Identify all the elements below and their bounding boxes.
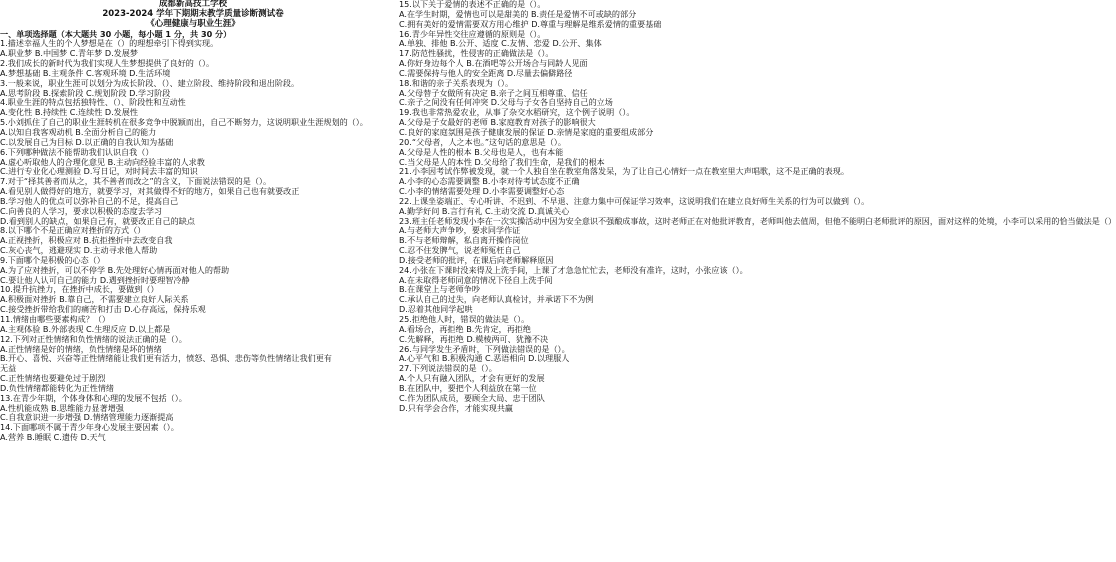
text-line: D.只有学会合作，才能实现共赢 xyxy=(399,402,514,413)
text-line: C.正性情绪也要避免过于剧烈 xyxy=(0,373,106,384)
text-line: A.个人只有融入团队，才会有更好的发展 xyxy=(399,373,545,384)
text-line: A.心平气和 B.积极沟通 C.恶语相向 D.以理服人 xyxy=(399,353,570,364)
text-line: D.忍着其他同学起哄 xyxy=(399,304,473,315)
text-line: 18.和谐的亲子关系表现为（）。 xyxy=(399,77,514,88)
text-line: A.父母是子女最好的老师 B.家庭教育对孩子的影响很大 xyxy=(399,117,596,128)
text-line: A.勤学好问 B.言行有礼 C.主动交流 D.真诚关心 xyxy=(399,205,570,216)
text-line: 2.我们成长的新时代为我们实现人生梦想提供了良好的（）。 xyxy=(0,58,215,69)
text-line: D.负性情绪都能转化为正性情绪 xyxy=(0,382,115,393)
exam-title: 2023-2024 学年下期期末教学质量诊断测试卷 xyxy=(102,8,284,19)
text-line: A.虚心听取他人的合理化意见 B.主动向经验丰富的人求教 xyxy=(0,156,205,167)
text-line: B.在课堂上与老师争吵 xyxy=(399,284,480,295)
text-line: C.向善良的人学习，要求以积极的态度去学习 xyxy=(0,205,163,216)
text-line: 8.以下哪个不是正确应对挫折的方式（） xyxy=(0,225,146,236)
text-line: C.良好的家庭氛围是孩子健康发展的保证 D.亲情是家庭的重要组成部分 xyxy=(399,126,654,137)
text-line: A.积极面对挫折 B.靠自己，不需要建立良好人际关系 xyxy=(0,294,189,305)
text-line: 11.情绪由哪些要素构成？（） xyxy=(0,314,110,324)
text-line: C.先解释，再拒绝 D.模棱两可、犹豫不决 xyxy=(399,333,549,344)
text-line: 6.下列哪种做法不能帮助我们认识自我（） xyxy=(0,146,154,157)
text-line: A.小李的心态需要调整 B.小李对待考试态度不正确 xyxy=(399,176,580,187)
text-line: C.进行专业化心理测验 D.写日记，对时间去丰富的知识 xyxy=(0,166,198,177)
text-line: 12.下列对正性情绪和负性情绪的说法正确的是（）。 xyxy=(0,333,187,344)
text-line: D.看到别人的缺点，如果自己有，就要改正自己的缺点 xyxy=(0,215,195,226)
text-line: 5.小刘抓住了自己的职业生涯转机在很多竞争中脱颖而出，自己不断努力，这说明职业生涯规划的（）。 xyxy=(0,117,368,128)
left-column xyxy=(0,0,386,562)
text-line: 1.描述幸福人生的个人梦想是在（）的理想牵引下得到实现。 xyxy=(0,38,219,49)
right-column xyxy=(399,0,1116,562)
text-line: A.你好身边每个人 B.在酒吧等公开场合与同龄人见面 xyxy=(399,58,588,69)
text-line: C.灰心丧气，逃避现实 D.主动寻求他人帮助 xyxy=(0,245,158,256)
text-line: A.正性情绪是好的情绪，负性情绪是坏的情绪 xyxy=(0,343,162,354)
text-line: 3.一般来说，职业生涯可以划分为成长阶段、（）、建立阶段、维持阶段和退出阶段。 xyxy=(0,77,300,88)
text-line: C.接受挫折带给我们的痛苦和打击 D.心存高远，保持乐观 xyxy=(0,304,206,315)
text-line: C.作为团队成员，要顾全大局、忠于团队 xyxy=(399,392,545,403)
text-line: C.以发展自己为目标 D.以正确的自我认知为基础 xyxy=(0,136,174,147)
text-line: A.性机能成熟 B.思维能力显著增强 xyxy=(0,402,124,413)
text-line: 23.班主任老师发现小李在一次实操活动中因为安全意识不强酿成事故，这时老师正在对他批评教育，老师叫他去值周，但他不能明白老师批评的原因，面对这样的处境，小李可以采用的恰当做法是（） xyxy=(399,215,1116,226)
text-line: 25.拒绝他人时，错误的做法是（）。 xyxy=(399,314,530,324)
text-line: 27.下列说法错误的是（）。 xyxy=(399,363,497,374)
column-divider xyxy=(394,0,395,562)
text-line: A.父母替子女做所有决定 B.亲子之间互相尊重、信任 xyxy=(399,87,588,98)
text-line: 7.对于“择其善者而从之，其不善者而改之”的含义，下面说法错误的是（）。 xyxy=(0,176,272,187)
text-line: B.开心、喜悦、兴奋等正性情绪能让我们更有活力，愤怒、恐惧、悲伤等负性情绪让我们更有 xyxy=(0,353,332,364)
text-line: A.为了应对挫折，可以不停学 B.先处理好心情再面对他人的帮助 xyxy=(0,264,230,275)
text-line: D.接受老师的批评，在课后向老师解释原因 xyxy=(399,254,554,265)
text-line: A.单独、排他 B.公开、适度 C.友情、恋爱 D.公开、集体 xyxy=(399,38,602,49)
text-line: A.主观体验 B.外部表现 C.生理反应 D.以上都是 xyxy=(0,323,171,334)
text-line: A.在学生时期，爱情也可以是甜美的 B.责任是爱情不可或缺的部分 xyxy=(399,8,637,19)
text-line: A.看见别人做得好的地方，就要学习，对其做得不好的地方，如果自己也有就要改正 xyxy=(0,186,300,197)
text-line: C.小李的情绪需要处理 D.小李需要调整好心态 xyxy=(399,186,565,197)
text-line: C.自我意识进一步增强 D.情绪管理能力逐渐提高 xyxy=(0,412,174,423)
text-line: A.看场合，再拒绝 B.先肯定，再拒绝 xyxy=(399,323,531,334)
text-line: 24.小张在下课时没来得及上洗手间，上课了才急急忙忙去，老师没有准许，这时，小张应该（）。 xyxy=(399,264,748,275)
text-line: A.营养 B.睡眠 C.遗传 D.天气 xyxy=(0,432,106,443)
text-line: C.要让他人认可自己的能力 D.遇到挫折时要理智冷静 xyxy=(0,274,190,285)
text-line: A.正视挫折，积极应对 B.抗拒挫折中去改变自我 xyxy=(0,235,173,246)
text-line: B.不与老师辩解，私自离开操作岗位 xyxy=(399,235,529,246)
text-line: A.与老师大声争吵，要求同学作证 xyxy=(399,225,521,236)
text-line: 无益 xyxy=(0,363,17,374)
text-line: 4.职业生涯的特点包括独特性、（）、阶段性和互动性 xyxy=(0,97,186,108)
text-line: 17.防范性骚扰，性侵害的正确做法是（）。 xyxy=(399,48,554,59)
text-line: 19.我也非常热爱农业，从事了杂交水稻研究，这个例子说明（）。 xyxy=(399,107,635,118)
text-line: 14.下面哪项不属于青少年身心发展主要因素（）。 xyxy=(0,422,179,433)
text-line: A.思考阶段 B.探索阶段 C.规划阶段 D.学习阶段 xyxy=(0,87,171,98)
text-line: A.职业梦 B.中国梦 C.青年梦 D.发展梦 xyxy=(0,48,138,59)
section-heading: 一、单项选择题（本大题共 30 小题，每小题 1 分，共 30 分） xyxy=(0,28,232,39)
text-line: 21.小李因考试作弊被发现，就一个人独自坐在教室角落发呆，为了让自己心情好一点在教室里大声唱歌，这不是正确的表现。 xyxy=(399,166,849,177)
text-line: C.需要保持与他人的安全距离 D.尽量去偏僻路径 xyxy=(399,67,573,78)
text-line: B.在团队中，要把个人利益放在第一位 xyxy=(399,382,537,393)
text-line: A.以知自我客观动机 B.全面分析自己的能力 xyxy=(0,126,157,137)
text-line: C.忍不住发脾气，说老师冤枉自己 xyxy=(399,245,521,256)
text-line: C.拥有美好的爱情需要双方用心维护 D.尊重与理解是维系爱情的重要基础 xyxy=(399,18,662,29)
text-line: C.承认自己的过失，向老师认真检讨，并承诺下不为例 xyxy=(399,294,594,305)
course-title: 《心理健康与职业生涯》 xyxy=(146,18,240,29)
school-name: 成都新高技工学校 xyxy=(158,0,227,9)
text-line: C.亲子之间没有任何冲突 D.父母与子女各自坚持自己的立场 xyxy=(399,97,613,108)
text-line: 15.以下关于爱情的表述不正确的是（）。 xyxy=(399,0,546,9)
text-line: A.父母是人性的根本 B.父母也是人，也有本能 xyxy=(399,146,564,157)
text-line: 16.青少年异性交往应遵循的原则是（）。 xyxy=(399,28,546,39)
text-line: A.变化性 B.持续性 C.连续性 D.发展性 xyxy=(0,107,138,118)
text-line: A.在未取得老师同意的情况下径自上洗手间 xyxy=(399,274,553,285)
text-line: 26.与同学发生矛盾时，下列做法错误的是（）。 xyxy=(399,343,570,354)
text-line: A.梦想基础 B.主观条件 C.客观环境 D.生活环境 xyxy=(0,67,171,78)
text-line: B.学习他人的优点可以弥补自己的不足，提高自己 xyxy=(0,195,179,206)
text-line: 20.“父母者，人之本也。”这句话的意思是（）。 xyxy=(399,136,566,147)
text-line: 10.提升抗挫力，在挫折中成长，要做到（） xyxy=(0,284,159,295)
text-line: 9.下面哪个是积极的心态（） xyxy=(0,254,105,265)
text-line: 22.上课坐姿端正、专心听讲、不迟到、不早退、注意力集中可保证学习效率，这说明我们在建立良好师生关系的行为可以做到（）。 xyxy=(399,195,870,206)
text-line: 13.在青少年期，个体身体和心理的发展不包括（）。 xyxy=(0,392,187,403)
text-line: C.当父母是人的本性 D.父母给了我们生命，是我们的根本 xyxy=(399,156,605,167)
